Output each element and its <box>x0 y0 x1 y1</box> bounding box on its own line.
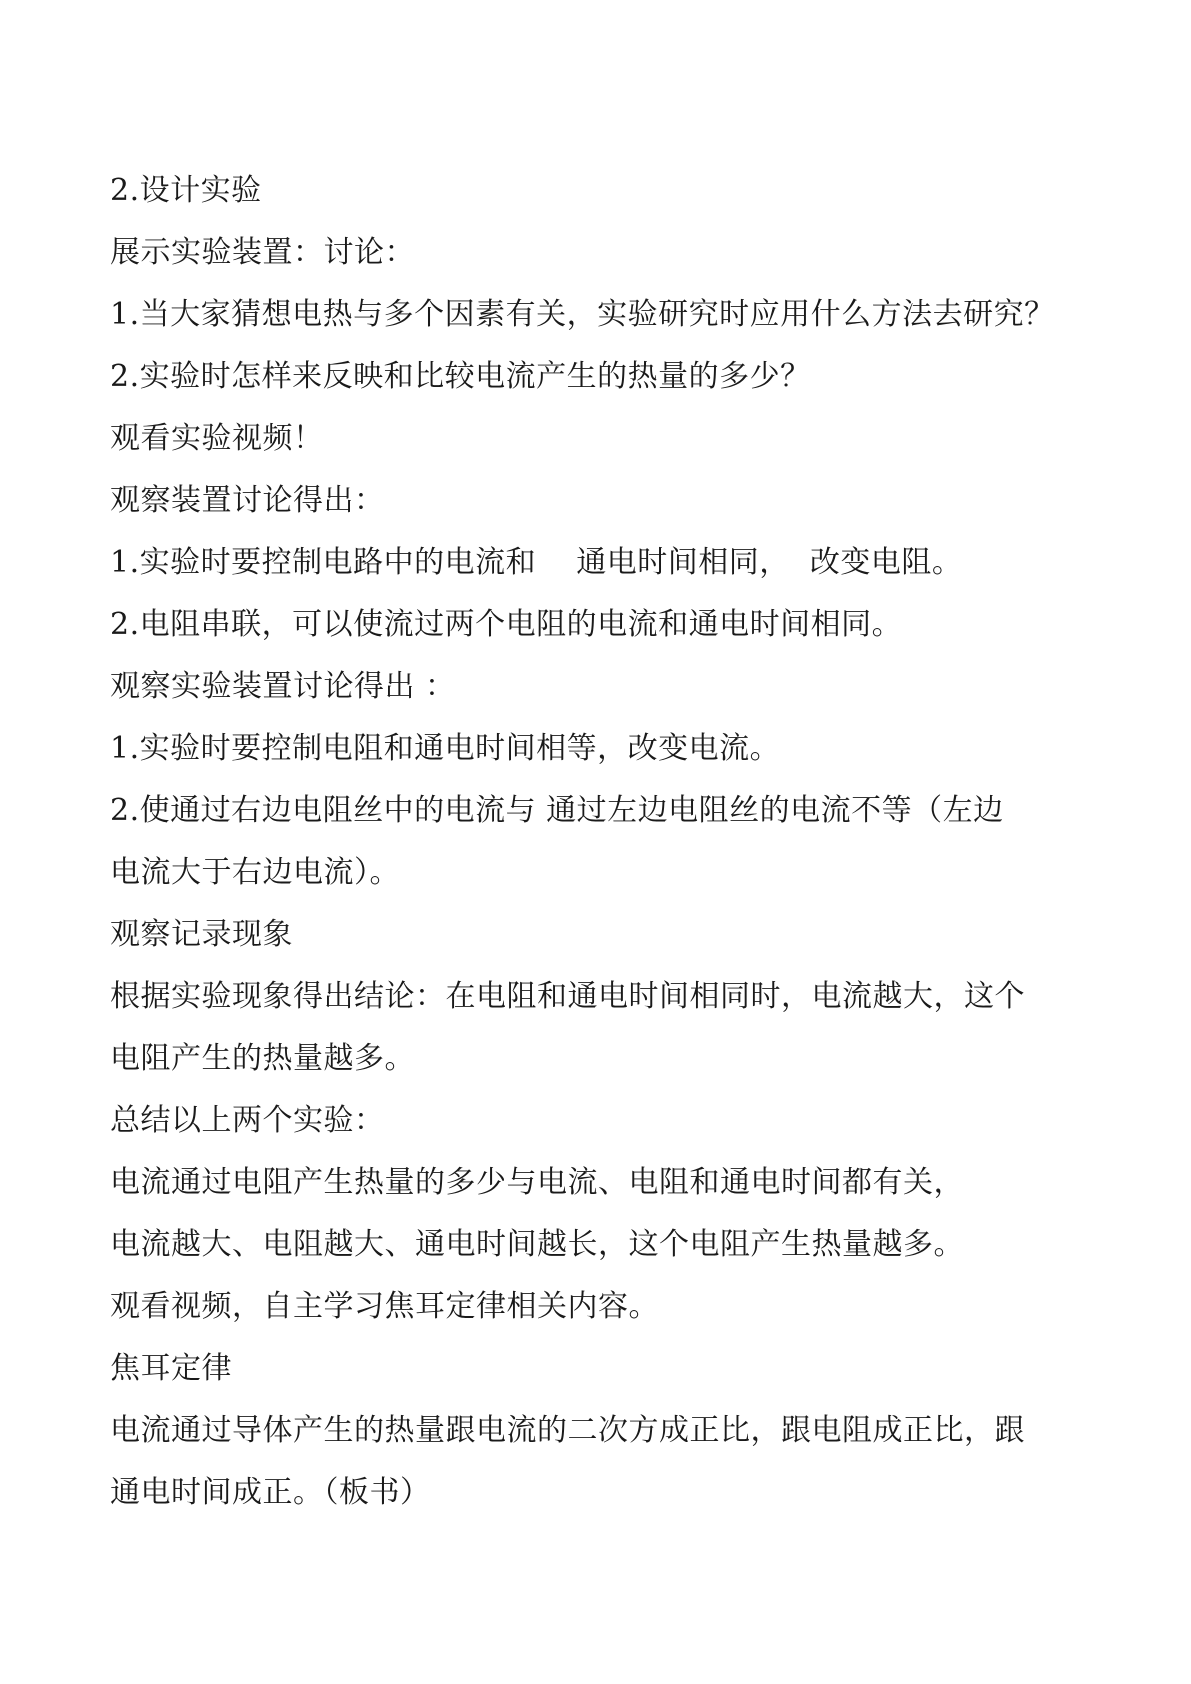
text-line: 电流通过电阻产生热量的多少与电流、电阻和通电时间都有关， <box>110 1165 964 1200</box>
text-line: 通电时间成正。（板书） <box>110 1475 431 1510</box>
text-line: 2.电阻串联，可以使流过两个电阻的电流和通电时间相同。 <box>110 607 903 642</box>
text-line: 总结以上两个实验： <box>110 1103 385 1138</box>
text-line: 观察装置讨论得出： <box>110 483 385 518</box>
text-line: 观看视频，自主学习焦耳定律相关内容。 <box>110 1289 659 1324</box>
text-line: 2.实验时怎样来反映和比较电流产生的热量的多少？ <box>110 359 811 394</box>
text-line: 1.实验时要控制电路中的电流和 通电时间相同， 改变电阻。 <box>110 545 963 580</box>
text-line: 电流大于右边电流）。 <box>110 855 400 890</box>
text-line: 2.使通过右边电阻丝中的电流与 通过左边电阻丝的电流不等（左边 <box>110 793 1004 828</box>
text-line: 观察记录现象 <box>110 917 293 952</box>
text-line: 展示实验装置：讨论： <box>110 235 415 270</box>
section-heading: 2.设计实验 <box>110 173 262 208</box>
text-line: 观察实验装置讨论得出 ： <box>110 669 456 704</box>
section-heading: 焦耳定律 <box>110 1351 232 1386</box>
text-line: 1.当大家猜想电热与多个因素有关，实验研究时应用什么方法去研究？ <box>110 297 1055 332</box>
text-line: 电阻产生的热量越多。 <box>110 1041 415 1076</box>
text-line: 1.实验时要控制电阻和通电时间相等，改变电流。 <box>110 731 781 766</box>
document-body <box>110 160 1100 1524</box>
text-line: 观看实验视频！ <box>110 421 324 456</box>
text-line: 根据实验现象得出结论：在电阻和通电时间相同时，电流越大，这个 <box>110 979 1025 1014</box>
text-line: 电流越大、电阻越大、通电时间越长，这个电阻产生热量越多。 <box>110 1227 964 1262</box>
text-line: 电流通过导体产生的热量跟电流的二次方成正比，跟电阻成正比，跟 <box>110 1413 1025 1448</box>
